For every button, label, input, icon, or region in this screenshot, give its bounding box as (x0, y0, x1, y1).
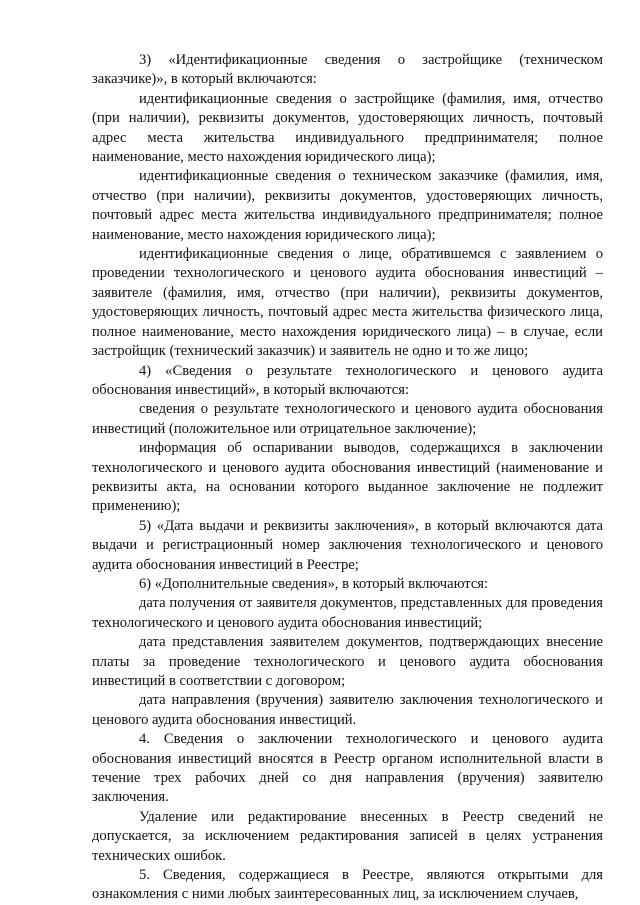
document-page (92, 51, 603, 905)
paragraph-item-5-open-access: 5. Сведения, содержащиеся в Реестре, являются открытыми для ознакомления с ними любых заинтересованных лиц, за исключением случаев, (92, 867, 603, 903)
paragraph-section-5-issue-date: 5) «Дата выдачи и реквизиты заключения», в который включаются дата выдачи и регистрационный номер заключения технологического и ценового аудита обоснования инвестиций в Реестре; (92, 517, 603, 573)
paragraph-documents-received-date: дата получения от заявителя документов, представленных для проведения технологического и ценового аудита обоснования инвестиций; (92, 595, 603, 631)
paragraph-item-4-registry-entry: 4. Сведения о заключении технологического и ценового аудита обоснования инвестиций вносятся в Реестр органом исполнительной власти в течение трех рабочих дней со дня направления (вручения) заявителю заключения. (92, 731, 603, 806)
paragraph-developer-info: идентификационные сведения о застройщике (фамилия, имя, отчество (при наличии), реквизиты документов, удостоверяющих личность, почтовый адрес места жительства индивидуального предпринимателя; полное наименование, место нахождения юридического лица); (92, 90, 603, 166)
paragraph-payment-documents-date: дата представления заявителем документов, подтверждающих внесение платы за проведение технологического и ценового аудита обоснования инвестиций в соответствии с договором; (92, 634, 603, 689)
paragraph-audit-result: сведения о результате технологического и ценового аудита обоснования инвестиций (положительное или отрицательное заключение); (92, 401, 603, 437)
paragraph-editing-restriction: Удаление или редактирование внесенных в Реестр сведений не допускается, за исключением редактирования записей в целях устранения технических ошибок. (92, 808, 603, 864)
paragraph-applicant-info: идентификационные сведения о лице, обратившемся с заявлением о проведении технологического и ценового аудита обоснования инвестиций – заявителе (фамилия, имя, отчество (при наличии), реквизиты документов, удостоверяющих личность, почтовый адрес места жительства физического лица, полное наименование, место нахождения юридического лица) – в случае, если застройщик (технический заказчик) и заявитель не одно и то же лицо; (92, 246, 603, 360)
paragraph-audit-dispute: информация об оспаривании выводов, содержащихся в заключении технологического и ценового аудита обоснования инвестиций (наименование и реквизиты акта, на основании которого выданное заключение не подлежит применению); (92, 440, 603, 515)
paragraph-section-3-heading: 3) «Идентификационные сведения о застройщике (техническом заказчике)», в который включаются: (92, 52, 603, 88)
paragraph-technical-customer-info: идентификационные сведения о техническом заказчике (фамилия, имя, отчество (при наличии), реквизиты документов, удостоверяющих личность, почтовый адрес места жительства индивидуального предпринимателя; полное наименование, место нахождения юридического лица); (92, 168, 603, 243)
paragraph-section-4-heading: 4) «Сведения о результате технологического и ценового аудита обоснования инвестиций», в который включаются: (92, 362, 603, 398)
paragraph-section-6-heading: 6) «Дополнительные сведения», в который включаются: (139, 575, 489, 592)
paragraph-conclusion-delivery-date: дата направления (вручения) заявителю заключения технологического и ценового аудита обоснования инвестиций. (92, 692, 603, 728)
